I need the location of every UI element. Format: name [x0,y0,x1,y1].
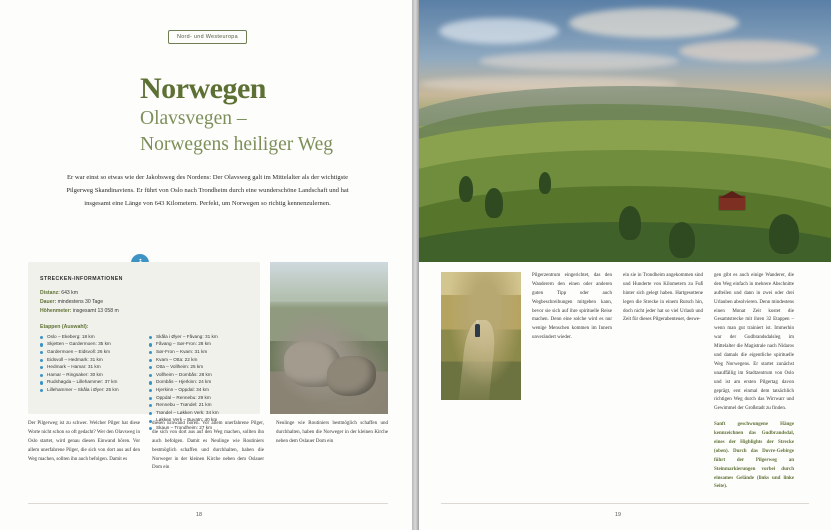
left-body-columns [28,420,388,473]
photo-stone-b [327,356,377,396]
footer-rule [441,503,809,504]
route-info-box [28,262,260,431]
body-column-2 [152,420,264,473]
photo-tree [769,214,799,254]
info-value-duration: mindestens 30 Tage [57,298,104,305]
page-number-left: 18 [196,512,202,518]
info-line-elevation [40,307,248,316]
right-body-columns [441,272,809,492]
section-kicker: Nord- und Westeuropa [168,30,247,44]
body-column-3 [714,272,794,492]
list-item: Hedmark – Hamar: 31 km [40,363,139,371]
list-item: Dombås – Hjerkinn: 24 km [149,378,248,386]
body-paragraph: ein sie in Trondheim angekommen sind und Hunderte von Kilometern zu Fuß hinter sich gelegt haben. Hartgesottene legen die Strecke in einem Rutsch hin, doch nicht jeder hat so viel Urlaub und Zeit für dieses Pilgerabenteuer, deswe- [623,273,703,323]
stages-lists [40,333,248,432]
photo-hiker-figure [475,324,480,337]
photo-cloud [679,40,819,62]
photo-tree [539,172,551,194]
list-item: Fåvang – Sør-Fron: 28 km [149,340,248,348]
photo-cloud [439,18,559,44]
list-item: Kvam – Otta: 22 km [149,356,248,364]
photo-column [441,272,521,492]
list-item: Skaun – Trondheim: 27 km [149,424,248,432]
photo-cloud [569,8,739,38]
stages-title: Etappen (Auswahl): [40,323,89,330]
photo-tree [459,176,473,202]
list-item: Hjerkinn – Oppdal: 34 km [149,386,248,394]
list-item: Vollheim – Dombås: 28 km [149,371,248,379]
info-value-distance: 643 km [61,290,78,296]
info-label-elevation: Höhenmeter: [40,307,72,314]
info-line-duration [40,298,248,307]
page-number-right: 19 [615,512,621,518]
list-item: Eidsvoll – Hedmark: 31 km [40,356,139,364]
body-column-3 [276,420,388,473]
info-label-duration: Dauer: [40,298,57,305]
page-title: Norwegen [140,72,266,105]
list-item: Gardermoen – Eidsvoll: 26 km [40,348,139,356]
list-item: Sør-Fron – Kvam: 31 km [149,348,248,356]
list-item: Oslo – Ekeberg: 18 km [40,333,139,341]
list-item: Otta – Vollheim: 25 km [149,363,248,371]
list-item: Hamar – Ringsaker: 30 km [40,371,139,379]
list-item: Rudshøgda – Lillehammer: 37 km [40,378,139,386]
photo-cloud [479,52,679,70]
photo-sky [270,262,388,308]
photo-red-cabin [719,196,745,210]
list-item: Oppdal – Rennebu: 29 km [149,394,248,402]
left-page [0,0,412,530]
photo-tree [485,188,503,218]
body-column-1 [28,420,140,473]
list-item: Trøndel – Løkken Verk: 34 km [149,409,248,417]
spread-gutter [412,0,419,530]
body-paragraph: Pilgerzentrum eingerichtet, das den Wanderern den einen oder anderen guten Tipp oder auch Wegbeschreibungen mitgeben kann, bevor sie sich auf ihre spirituelle Reise machen. Denn eine solche wird es nur wenige Menschen kommen im Innern unverändert wieder. [532,273,612,341]
info-value-elevation: insgesamt 13 058 m [72,307,119,314]
right-page [419,0,831,530]
body-paragraph: diesen Einwand hören. Vor allem unerfahrene Pilger, die sich von dort aus auf den Weg machen, sollten ihn auch befolgen. Damit es Neulinge wie Routiniers bestmöglich schaffen und durchhalten, haben die Norweger in der kleinen Kirche neben dem Oslauer Dom ein [152,421,264,471]
photo-tree [619,206,641,240]
list-item: Rennebu – Trøndel: 21 km [149,401,248,409]
list-item: Lillehammer – Skåla i Øyer: 25 km [40,386,139,394]
stages-column-1 [40,333,139,432]
lede-paragraph: Er war einst so etwas wie der Jakobsweg des Nordens: Der Olavsweg galt im Mittelalter als der wichtigste Pilgerweg Skandinaviens. Er führt von Oslo nach Trondheim durch eine wunderschöne Landschaft und hat insgesamt eine Länge von 643 Kilometern. Perfekt, um Norwegen so richtig kennenzulernen. [66,174,349,207]
list-item: Skjetten – Gardermoen: 35 km [40,340,139,348]
page-subtitle-line2: Norwegens heiliger Weg [140,133,334,155]
title-block [140,74,390,156]
info-line-distance [40,289,248,298]
stone-cairn-photo [270,262,388,414]
photo-caption: Sanft geschwungene Hänge kennzeichnen das Gudbrandsdal, eines der Highlights der Strecke (oben). Durch das Dovre-Gebirge führt der Pilgerweg an Steinmarkierungen vorbei durch einsames Gelände (links und linke Seite). [714,422,794,490]
footer-rule [28,503,388,504]
page-subtitle-line1: Olavsvegen – [140,108,247,129]
norwegian-valley-landscape-photo [419,0,831,262]
body-column-1 [532,272,612,492]
info-label-distance: Distanz: [40,290,60,296]
stages-column-2 [149,333,248,432]
body-paragraph: gen gibt es auch einige Wanderer, die den Weg einfach in mehrere Abschnitte aufteilen und dann in zwei oder drei Urlauben absolvieren. Denn mindestens einen Monat Zeit kostet die Gesamtstrecke mit ihren 32 Etappen – wenn man gut trainiert ist. Immerhin war der Gudbrandsdalsleg im Mittelalter die Magistrale nach Nidaros und damals die eigentliche spirituelle Weg Norwegens. Er startet zunächst unauffällig im Stadtzentrum von Oslo und ist am ersten Pilgertag davon geprägt, erst einmal dem tatsächlich richtigen Weg durch das Wirrwarr und Gewimmel der Großstadt zu finden. [714,273,794,412]
list-item: Skåla i Øyer – Fåvang: 31 km [149,333,248,341]
body-paragraph: Neulinge wie Routiniers bestmöglich schaffen und durchhalten, haben die Norweger in der kleinen Kirche neben dem Oslauer Dom ein [276,421,388,444]
photo-tree [669,222,695,258]
body-paragraph: Der Pilgerweg ist zu schwer. Welcher Pilger hat diese Worte nicht schon so oft gedacht? Wer den Olavsweg in Oslo startet, wird genau diesen Einwand hören. Vor allem unerfahrene Pilger, die sich von dort aus auf den Weg machen, sollten ihn auch befolgen. Damit es [28,421,140,462]
hiker-on-mountain-trail-photo [441,272,521,400]
info-box-title: STRECKEN-INFORMATIONEN [40,276,123,282]
body-column-2 [623,272,703,492]
list-item: Løkken Verk – Buvatn: 40 km [149,416,248,424]
